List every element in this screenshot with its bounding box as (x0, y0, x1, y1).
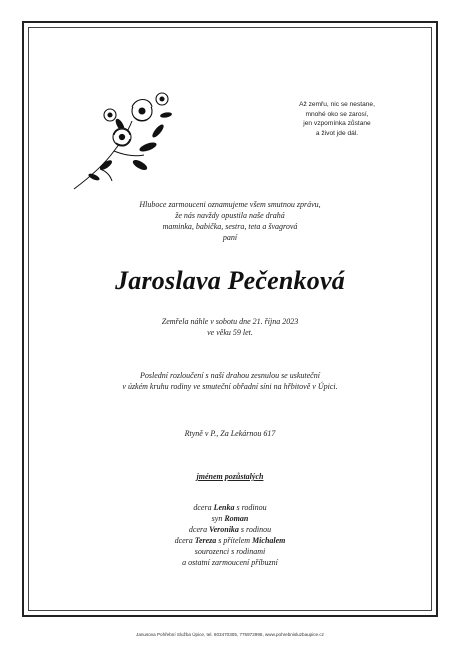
mourner-name: Lenka (213, 503, 235, 512)
mourner-line: sourozenci s rodinami (194, 547, 266, 556)
mourners-list (30, 502, 430, 568)
address-block (30, 428, 430, 439)
farewell-line: Poslední rozloučení s naší drahou zesnulou se uskuteční (140, 371, 320, 380)
intro-line: paní (222, 233, 238, 242)
mourner-name: Roman (224, 514, 249, 523)
footer-contact: Janusova Pohřební Služba Úpice, tel. 603470305, 775972995, www.pohrebnisluzbaupice.cz (136, 632, 324, 637)
mourners-heading-block (30, 471, 430, 482)
mourner-line: dcera Lenka s rodinou (193, 503, 267, 512)
mourner-partner-name: Michalem (252, 536, 286, 545)
mourner-line: dcera Tereza s přítelem Michalem (174, 536, 286, 545)
mourner-name: Veronika (209, 525, 239, 534)
intro-line: maminka, babička, sestra, teta a švagrová (162, 222, 298, 231)
farewell-line: v úzkém kruhu rodiny ve smuteční obřadní síni na hřbitově v Úpici. (122, 382, 338, 391)
poem-block (282, 100, 392, 138)
intro-block (30, 199, 430, 243)
farewell-block (30, 370, 430, 392)
mourner-line: dcera Veronika s rodinou (188, 525, 272, 534)
address: Rtyně v P., Za Lekárnou 617 (184, 429, 276, 438)
deceased-name: Jaroslava Pečenková (115, 266, 345, 295)
death-info-line: ve věku 59 let. (207, 328, 253, 337)
poem-line: a život jde dál. (315, 129, 359, 137)
mourners-heading: jménem pozůstalých (196, 472, 264, 481)
flower-illustration (70, 85, 182, 193)
intro-line: že nás navždy opustila naše drahá (175, 211, 285, 220)
mourner-line: a ostatní zarmoucení příbuzní (182, 558, 278, 567)
mourner-name: Tereza (194, 536, 217, 545)
death-info-block (30, 316, 430, 338)
death-info-line: Zemřela náhle v sobotu dne 21. října 2023 (161, 317, 299, 326)
intro-line: Hluboce zarmouceni oznamujeme všem smutnou zprávu, (139, 200, 321, 209)
poem-line: mnohé oko se zarosí, (305, 110, 369, 118)
mourner-line: syn Roman (211, 514, 249, 523)
poem-line: jen vzpomínka zůstane (303, 120, 371, 127)
poem-line: Až zemřu, nic se nestane, (299, 101, 375, 108)
